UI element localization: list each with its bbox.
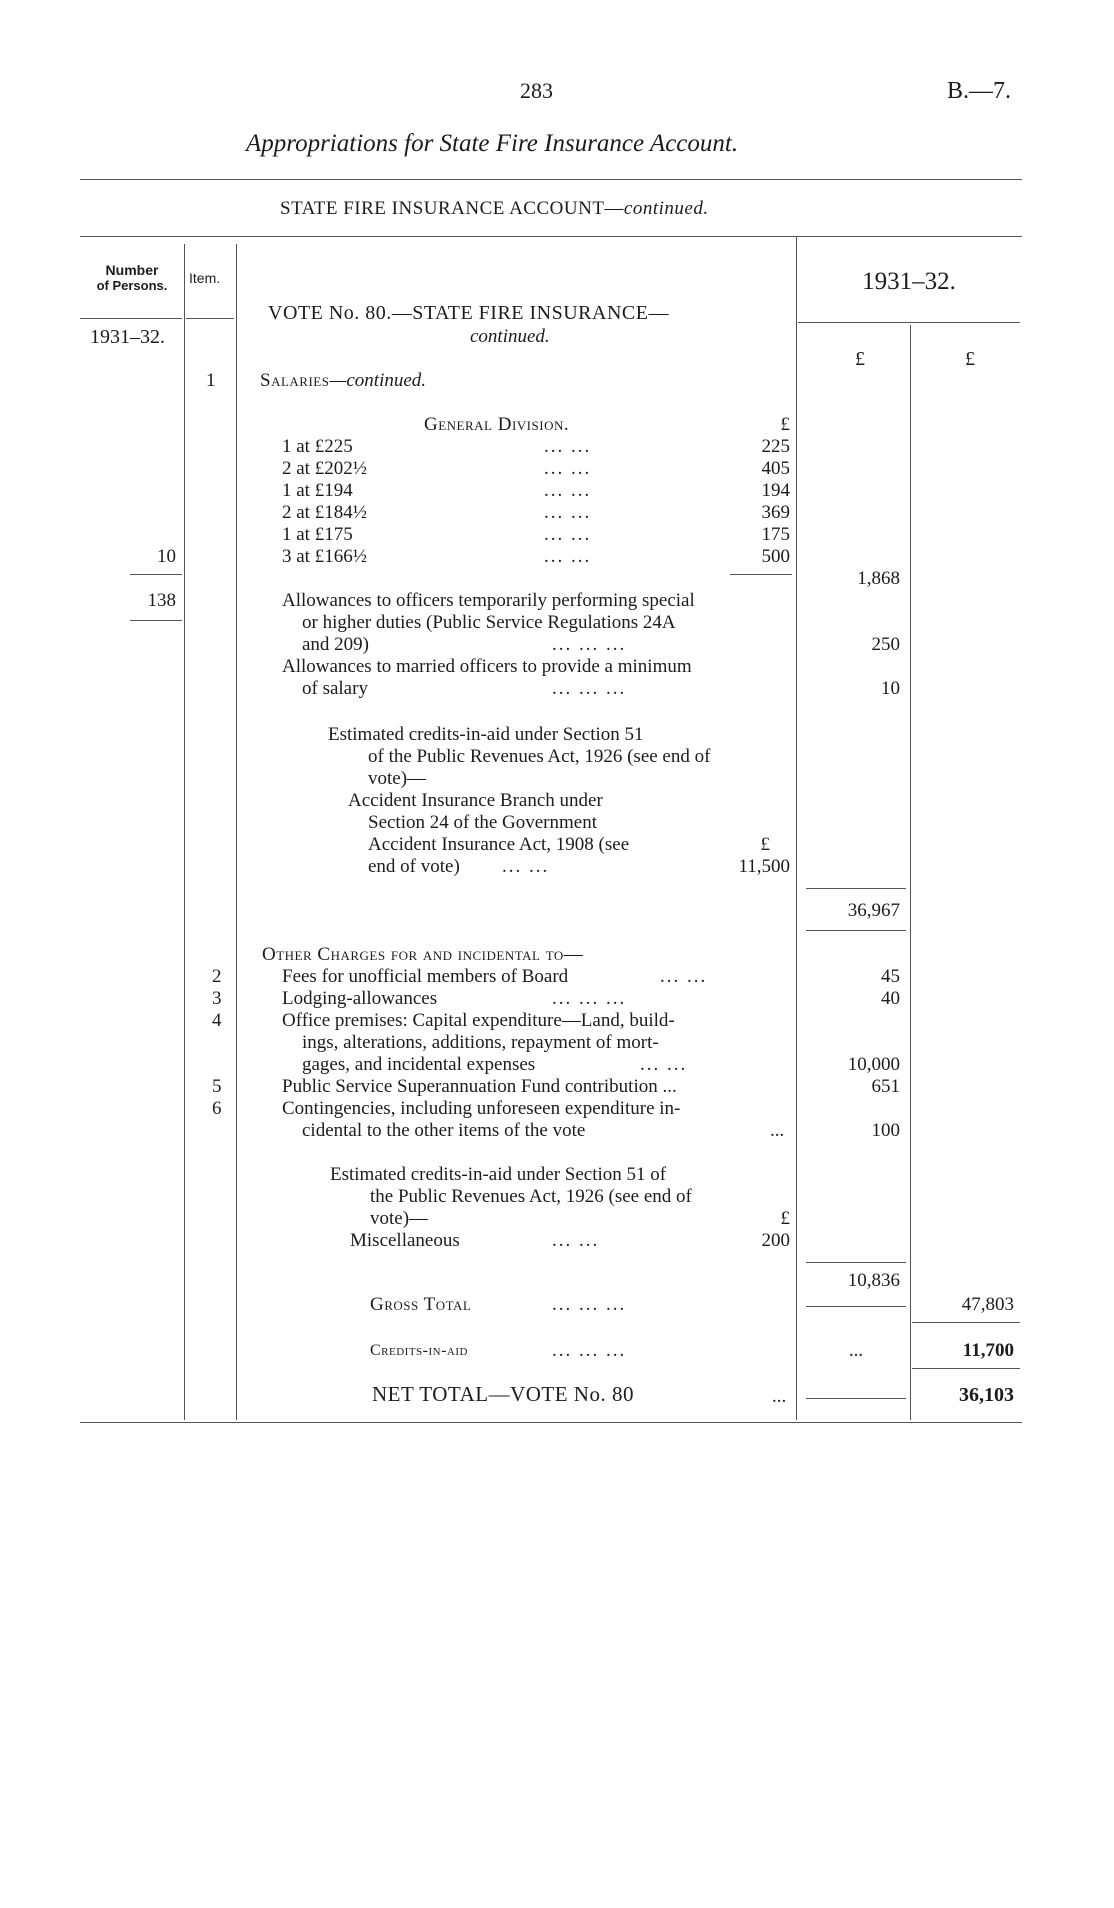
- vote-subtotal-rule-top: [806, 888, 906, 889]
- salary-row-1-amount: 225: [761, 436, 790, 457]
- credits-1-dots: ... ...: [502, 856, 550, 877]
- credits-in-aid-mid-dots: ...: [848, 1340, 864, 1361]
- document-reference: B.—7.: [947, 78, 1012, 104]
- other-item-6-amount: 100: [871, 1120, 900, 1141]
- general-division-heading: General Division.: [424, 414, 570, 435]
- credits-2-amount: 200: [761, 1230, 790, 1251]
- salary-row-6-dots: ... ...: [544, 546, 592, 567]
- item-column-divider: [236, 244, 237, 1420]
- other-item-3-number: 3: [212, 988, 222, 1009]
- salaries-subtotal: 1,868: [857, 568, 900, 589]
- allowance-1-dots: ... ... ...: [552, 634, 627, 655]
- salary-row-3-label: 1 at £194: [282, 480, 353, 501]
- salary-row-5-dots: ... ...: [544, 524, 592, 545]
- credits-2-line-1: Estimated credits-in-aid under Section 51 of: [330, 1164, 667, 1185]
- salary-row-6-amount: 500: [761, 546, 790, 567]
- net-total-amount: 36,103: [959, 1384, 1014, 1406]
- year-column-header: 1931–32.: [862, 268, 956, 295]
- credits-1-line-4: Accident Insurance Branch under: [348, 790, 603, 811]
- title-rule: [80, 179, 1022, 180]
- page-number: 283: [520, 78, 553, 103]
- net-total-mid-rule: [806, 1398, 906, 1399]
- gross-total-dots: ... ... ...: [552, 1294, 627, 1315]
- persons-header-line-2: of Persons.: [96, 278, 168, 293]
- vote-subtotal-rule-bottom: [806, 930, 906, 931]
- other-item-3-label: Lodging-allowances: [282, 988, 438, 1009]
- other-item-4-label-3: gages, and incidental expenses: [302, 1054, 536, 1075]
- item-header-rule: [186, 318, 234, 319]
- allowance-1-line-2: or higher duties (Public Service Regulations 24A: [302, 612, 676, 633]
- credits-in-aid-dots: ... ... ...: [552, 1340, 627, 1361]
- other-item-6-number: 6: [212, 1098, 222, 1119]
- other-item-4-label-2: ings, alterations, additions, repayment of mort-: [302, 1032, 659, 1053]
- page-title: Appropriations for State Fire Insurance Account.: [246, 130, 739, 157]
- gross-total-label: Gross Total: [370, 1294, 472, 1315]
- table-top-rule: [80, 236, 1022, 237]
- credits-1-line-7: end of vote): [368, 856, 460, 877]
- other-item-6-label-2: cidental to the other items of the vote: [302, 1120, 586, 1141]
- credits-in-aid-rule: [912, 1368, 1020, 1369]
- allowance-2-amount: 10: [881, 678, 900, 699]
- general-division-persons: 10: [157, 546, 176, 567]
- salary-row-2-dots: ... ...: [544, 458, 592, 479]
- credits-2-pound: £: [780, 1208, 790, 1229]
- allowance-1-line-1: Allowances to officers temporarily performing special: [282, 590, 695, 611]
- salary-row-6-label: 3 at £166½: [282, 546, 367, 567]
- salary-row-2-label: 2 at £202½: [282, 458, 367, 479]
- gross-total-rule: [806, 1306, 906, 1307]
- persons-subtotal-rule: [130, 574, 182, 575]
- subtitle-continued: continued.: [623, 198, 709, 219]
- other-item-4-label-1: Office premises: Capital expenditure—Land, build-: [282, 1010, 675, 1031]
- credits-2-line-2: the Public Revenues Act, 1926 (see end of: [370, 1186, 692, 1207]
- item-column-header: Item.: [189, 270, 221, 286]
- persons-column-divider: [184, 244, 185, 1420]
- net-total-dots: ...: [772, 1386, 787, 1407]
- other-item-5-amount: 651: [871, 1076, 900, 1097]
- credits-2-line-4: Miscellaneous: [350, 1230, 460, 1251]
- credits-1-line-2: of the Public Revenues Act, 1926 (see end of: [368, 746, 711, 767]
- general-division-pound: £: [780, 414, 790, 435]
- salaries-heading: [260, 370, 426, 392]
- persons-column-header: [80, 262, 184, 294]
- credits-2-line-3: vote)—: [370, 1208, 429, 1229]
- salary-row-3-amount: 194: [761, 480, 790, 501]
- gross-total-amount: 47,803: [961, 1294, 1014, 1315]
- salary-row-3-dots: ... ...: [544, 480, 592, 501]
- vote-title-continued: continued.: [470, 326, 550, 347]
- salary-row-1-dots: ... ...: [544, 436, 592, 457]
- table-bottom-rule: [80, 1422, 1022, 1423]
- allowance-2-line-1: Allowances to married officers to provide a minimum: [282, 656, 692, 677]
- description-column-divider: [796, 236, 797, 1420]
- other-charges-heading: Other Charges for and incidental to—: [262, 944, 584, 965]
- salaries-continued: —continued.: [329, 370, 427, 391]
- total-persons: 138: [147, 590, 176, 611]
- other-item-2-label: Fees for unofficial members of Board: [282, 966, 569, 987]
- section-subtitle: [280, 198, 709, 220]
- credits-1-amount: 11,500: [738, 856, 790, 877]
- other-item-2-number: 2: [212, 966, 222, 987]
- persons-header-rule: [80, 318, 182, 319]
- gross-total-right-rule: [912, 1322, 1020, 1323]
- amount-column-divider: [910, 325, 911, 1420]
- salary-row-4-amount: 369: [761, 502, 790, 523]
- vote-title: VOTE No. 80.—STATE FIRE INSURANCE—: [268, 302, 669, 324]
- other-item-6-dots: ...: [770, 1120, 785, 1141]
- credits-1-pound: £: [760, 834, 770, 855]
- salaries-item-number: 1: [206, 370, 216, 391]
- credits-2-total: 10,836: [847, 1270, 900, 1291]
- allowance-2-dots: ... ... ...: [552, 678, 627, 699]
- salaries-label: Salaries: [260, 370, 330, 391]
- persons-year-label: 1931–32.: [90, 326, 165, 348]
- credits-in-aid-label: Credits-in-aid: [370, 1342, 468, 1359]
- year-header-rule: [798, 322, 1020, 323]
- other-item-5-number: 5: [212, 1076, 222, 1097]
- salary-row-4-dots: ... ...: [544, 502, 592, 523]
- other-item-3-amount: 40: [881, 988, 900, 1009]
- salary-row-2-amount: 405: [761, 458, 790, 479]
- other-item-5-label: Public Service Superannuation Fund contribution ...: [282, 1076, 677, 1097]
- other-item-2-dots: ... ...: [660, 966, 708, 987]
- salary-row-5-label: 1 at £175: [282, 524, 353, 545]
- salary-row-5-amount: 175: [761, 524, 790, 545]
- other-item-4-dots: ... ...: [640, 1054, 688, 1075]
- credits-1-line-1: Estimated credits-in-aid under Section 51: [328, 724, 644, 745]
- allowance-1-line-3: and 209): [302, 634, 370, 655]
- pound-sign-column-1: £: [855, 348, 865, 370]
- credits-2-dots: ... ...: [552, 1230, 600, 1251]
- salary-row-4-label: 2 at £184½: [282, 502, 367, 523]
- salary-row-1-label: 1 at £225: [282, 436, 353, 457]
- other-item-4-amount: 10,000: [847, 1054, 900, 1075]
- other-charges-subtotal-rule: [806, 1262, 906, 1263]
- allowance-2-line-2: of salary: [302, 678, 368, 699]
- credits-in-aid-amount: 11,700: [962, 1340, 1014, 1361]
- other-item-6-label-1: Contingencies, including unforeseen expenditure in-: [282, 1098, 681, 1119]
- salary-subtotal-rule: [730, 574, 792, 575]
- pound-sign-column-2: £: [965, 348, 975, 370]
- credits-1-line-3: vote)—: [368, 768, 427, 789]
- allowance-1-amount: 250: [871, 634, 900, 655]
- persons-total-rule: [130, 620, 182, 621]
- persons-header-line-1: Number: [105, 262, 159, 278]
- credits-1-total: 36,967: [847, 900, 900, 921]
- other-item-2-amount: 45: [881, 966, 900, 987]
- other-item-3-dots: ... ... ...: [552, 988, 627, 1009]
- credits-1-line-5: Section 24 of the Government: [368, 812, 598, 833]
- credits-1-line-6: Accident Insurance Act, 1908 (see: [368, 834, 630, 855]
- subtitle-main: STATE FIRE INSURANCE ACCOUNT—: [280, 198, 624, 219]
- other-item-4-number: 4: [212, 1010, 222, 1031]
- net-total-label: NET TOTAL—VOTE No. 80: [372, 1382, 634, 1406]
